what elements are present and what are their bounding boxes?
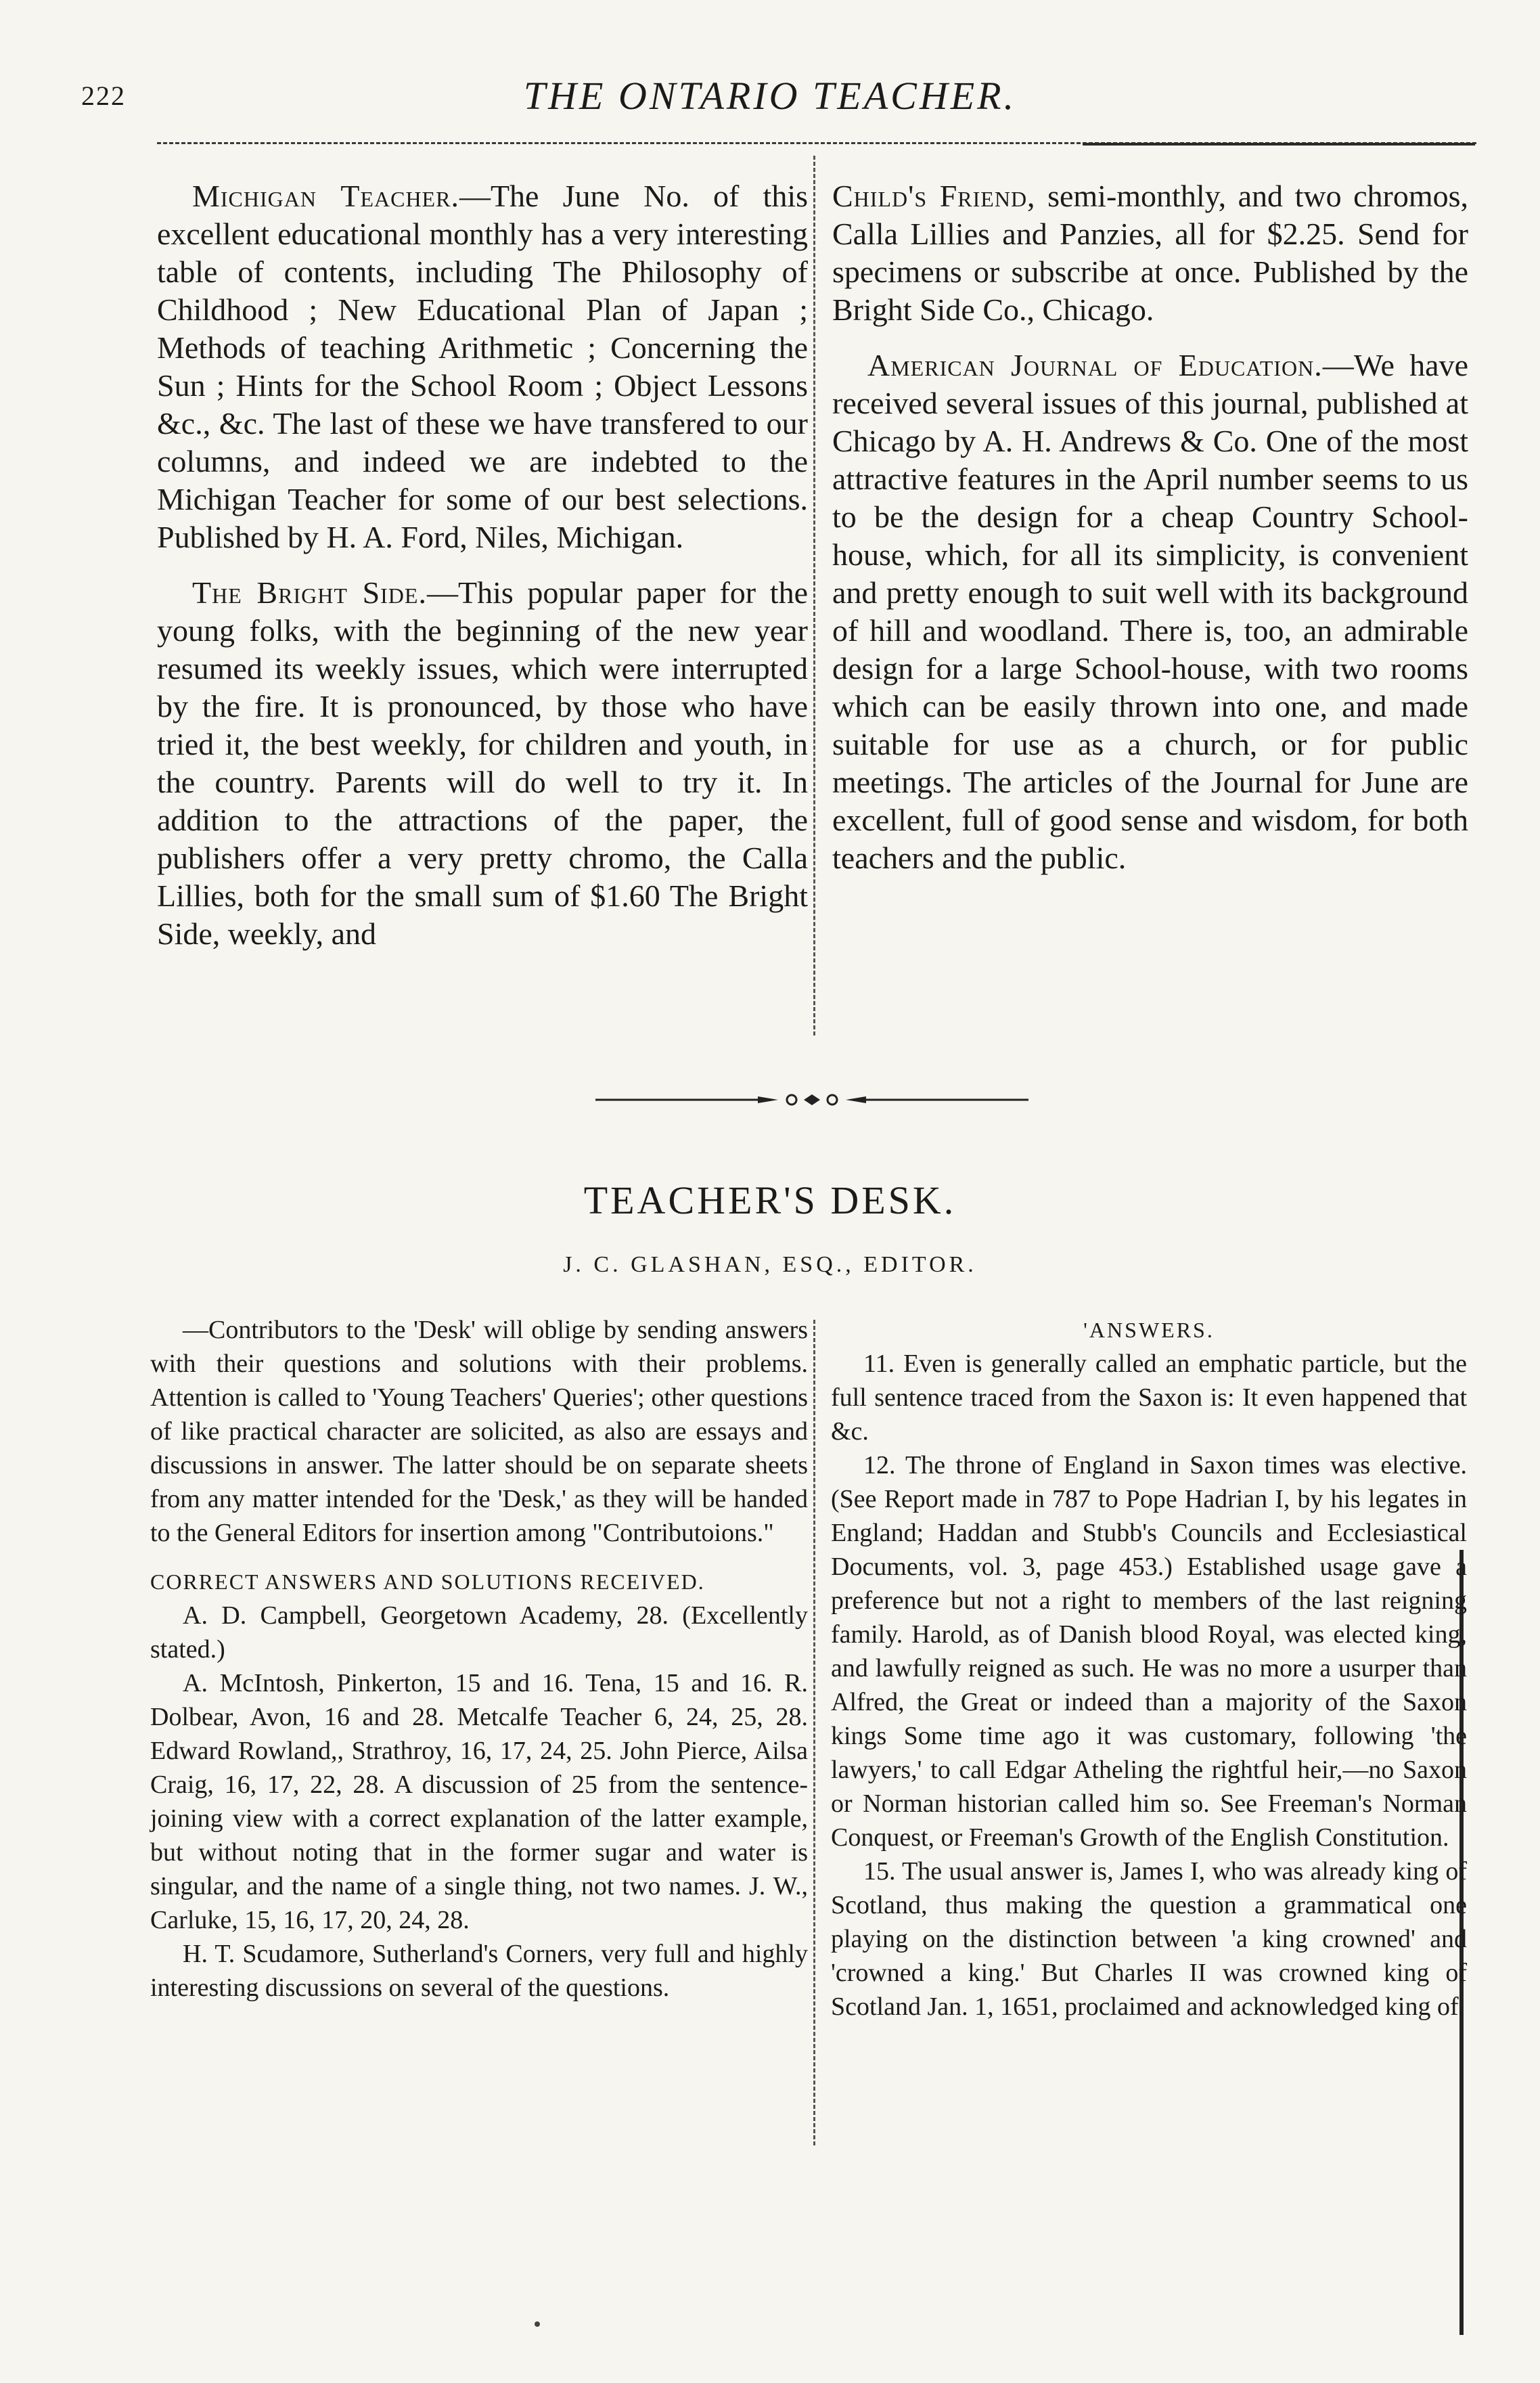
notice-lead: The Bright Side. [192,575,427,610]
notice-text: semi-monthly, and two chromos, Calla Lillies and Panzies, all for $2.25. Send for specimens or subscribe at once. Published by the Bright Side Co., Chicago. [832,179,1468,327]
received-heading: CORRECT ANSWERS AND SOLUTIONS RECEIVED. [150,1569,705,1594]
header-rule-solid [1083,143,1475,146]
section-title: TEACHER'S DESK. [583,1178,957,1222]
received-entry: H. T. Scudamore, Sutherland's Corners, very full and highly interesting discussions on several of the questions. [150,1940,808,2002]
section-editor: J. C. GLASHAN, ESQ., EDITOR. [563,1252,977,1277]
notice-lead: Michigan Teacher. [192,179,459,213]
desk-right-column [831,1313,1467,2024]
answer-item: 12. The throne of England in Saxon times was elective. (See Report made in 787 to Pope Hadrian I, by his legates in England; Haddan and Stubb's Councils and Ecclesiastical Documents, vol. 3, page 453.) Established usage gave a preference but not a right to members of the last reigning family. Harold, as of Danish blood Royal, was elected king, and lawfully reigned as such. He was no more a usurper than Alfred, the Great or indeed than a majority of the Saxon kings Some time ago it was customary, following 'the lawyers,' to call Edgar Atheling the rightful heir,—no Saxon or Norman historian called him so. See Freeman's Norman Conquest, or Freeman's Growth of the English Constitution. [831,1451,1467,1852]
ornament-divider [595,1090,1028,1110]
upper-column-divider [813,156,815,1035]
received-entry: A. D. Campbell, Georgetown Academy, 28. (Excellently stated.) [150,1601,808,1664]
answer-item: 15. The usual answer is, James I, who was already king of Scotland, thus making the question a grammatical one playing on the distinction between 'a king crowned' and 'crowned a king.' But Charles II was crowned king of Scotland Jan. 1, 1651, proclaimed and acknowledged king of [831,1857,1467,2021]
bright-side-notice [157,574,808,953]
footer-mark [535,2321,540,2327]
lower-column-divider [813,1320,815,2145]
contributors-notice: —Contributors to the 'Desk' will oblige by sending answers with their questions and solutions with their problems. Attention is called to 'Young Teachers' Queries'; other questions of like practical character are solicited, as also are essays and discussions in answer. The latter should be on separate sheets from any matter intended for the 'Desk,' as they will be handed to the General Editors for insertion among "Contributoions." [150,1316,808,1547]
desk-left-column [150,1313,808,2005]
notice-text: —We have received several issues of this journal, published at Chicago by A. H. Andrews & Co. One of the most attractive features in the April number seems to us to be the design for a cheap Country School-house, which, for all its simplicity, is convenient and pretty enough to suit well with its background of hill and woodland. There is, too, an admirable design for a large School-house, with two rooms which can be easily thrown into one, and made suitable for use as a church, or for public meetings. The articles of the Journal for June are excellent, full of good sense and wisdom, for both teachers and the public. [832,348,1468,875]
notice-lead: Child's Friend, [832,179,1036,213]
notice-text: —The June No. of this excellent educational monthly has a very interesting table of contents, including The Philosophy of Childhood ; New Educational Plan of Japan ; Methods of teaching Arithmetic ; Concerning the Sun ; Hints for the School Room ; Object Lessons &c., &c. The last of these we have transfered to our columns, and indeed we are indebted to the Michigan Teacher for some of our best selections. Published by H. A. Ford, Niles, Michigan. [157,179,808,554]
answer-item: 11. Even is generally called an emphatic particle, but the full sentence traced from the Saxon is: It even happened that &c. [831,1350,1467,1446]
michigan-teacher-notice [157,177,808,556]
notice-text: —This popular paper for the young folks, with the beginning of the new year resumed its weekly issues, which were interrupted by the fire. It is pronounced, by those who have tried it, the best weekly, for children and youth, in the country. Parents will do well to try it. In addition to the attractions of the paper, the publishers offer a very pretty chromo, the Calla Lillies, both for the small sum of $1.60 The Bright Side, weekly, and [157,575,808,951]
received-entry: A. McIntosh, Pinkerton, 15 and 16. Tena, 15 and 16. R. Dolbear, Avon, 16 and 28. Metcalfe Teacher 6, 24, 25, 28. Edward Rowland,, Strathroy, 16, 17, 24, 25. John Pierce, Ailsa Craig, 16, 17, 22, 28. A discussion of 25 from the sentence-joining view with a correct explanation of the latter example, but without noting that in the former sugar and water is singular, and the name of a single thing, not two names. J. W., Carluke, 15, 16, 17, 20, 24, 28. [150,1669,808,1934]
upper-left-column [157,177,808,971]
upper-right-column [832,177,1468,895]
notice-lead: American Journal of Education. [867,348,1323,382]
answers-heading: 'ANSWERS. [1083,1318,1215,1342]
page-number: 222 [81,81,126,111]
running-head: THE ONTARIO TEACHER. [523,74,1017,118]
childs-friend-notice [832,177,1468,329]
american-journal-notice [832,347,1468,877]
